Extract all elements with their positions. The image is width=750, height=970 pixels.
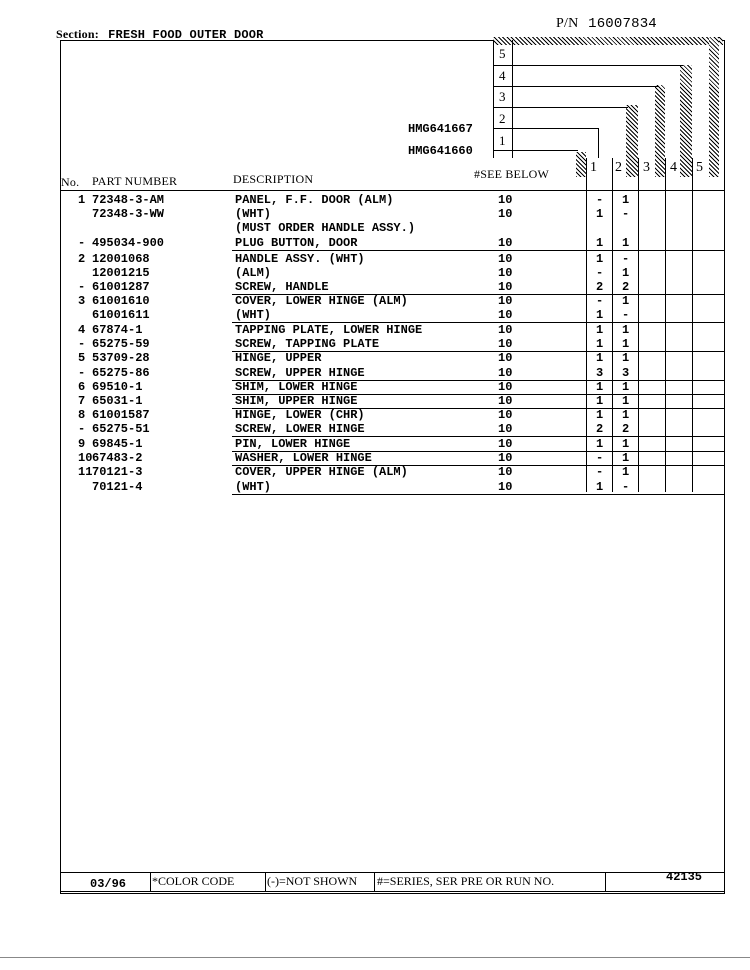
row-qty-col-1: 2 (596, 422, 604, 436)
row-series: 10 (498, 308, 513, 322)
col-3-header: 3 (643, 160, 651, 175)
row-description: PIN, LOWER HINGE (235, 437, 351, 451)
row-description: (WHT) (235, 480, 272, 494)
row-rule (232, 250, 724, 251)
pn-label: P/N (556, 16, 579, 31)
row-qty-col-1: 1 (596, 480, 604, 494)
row-description: (WHT) (235, 207, 272, 221)
row-series: 10 (498, 465, 513, 479)
row-qty-col-1: 3 (596, 366, 604, 380)
row-series: 10 (498, 207, 513, 221)
row-qty-col-1: - (596, 294, 604, 308)
row-qty-col-2: 1 (622, 408, 630, 422)
qty-col-divider-5 (692, 158, 693, 492)
row-item-number: 11 (78, 465, 93, 479)
footer-series-note: #=SERIES, SER PRE OR RUN NO. (377, 874, 555, 888)
row-part-number: 65031-1 (92, 394, 143, 408)
model-number-2: HMG641660 (408, 144, 473, 158)
row-description: TAPPING PLATE, LOWER HINGE (235, 323, 423, 337)
row-series: 10 (498, 266, 513, 280)
row-item-number: 1 (78, 193, 86, 207)
row-part-number: 70121-3 (92, 465, 143, 479)
col-desc-header: DESCRIPTION (233, 172, 314, 186)
row-description: SHIM, LOWER HINGE (235, 380, 358, 394)
row-item-number: - (78, 366, 86, 380)
row-qty-col-2: - (622, 207, 630, 221)
diagram-band-1 (576, 152, 586, 177)
row-qty-col-1: 1 (596, 323, 604, 337)
row-qty-col-2: 1 (622, 351, 630, 365)
row-qty-col-2: 1 (622, 437, 630, 451)
row-item-number: 3 (78, 294, 86, 308)
row-part-number: 65275-51 (92, 422, 150, 436)
step-line-2 (493, 128, 598, 129)
row-qty-col-2: - (622, 480, 630, 494)
row-qty-col-2: 1 (622, 451, 630, 465)
row-series: 10 (498, 380, 513, 394)
row-description: PLUG BUTTON, DOOR (235, 236, 358, 250)
col-part-header: PART NUMBER (92, 174, 178, 188)
footer-not-shown: (-)=NOT SHOWN (267, 874, 358, 888)
row-series: 10 (498, 337, 513, 351)
row-qty-col-1: 1 (596, 437, 604, 451)
model-number-1: HMG641667 (408, 122, 473, 136)
row-item-number: 10 (78, 451, 93, 465)
row-qty-col-2: 2 (622, 280, 630, 294)
row-qty-col-2: - (622, 252, 630, 266)
row-item-number: 2 (78, 252, 86, 266)
footer-color-code: *COLOR CODE (152, 874, 235, 888)
row-item-number: 9 (78, 437, 86, 451)
row-part-number: 72348-3-AM (92, 193, 165, 207)
row-description: SCREW, LOWER HINGE (235, 422, 365, 436)
row-part-number: 65275-59 (92, 337, 150, 351)
step-line-5 (493, 65, 683, 66)
row-series: 10 (498, 351, 513, 365)
row-qty-col-1: - (596, 465, 604, 479)
col-5-header: 5 (696, 160, 704, 175)
row-part-number: 65275-86 (92, 366, 150, 380)
footer-rule-top (60, 872, 724, 873)
footer-date: 03/96 (90, 877, 127, 891)
row-part-number: 61001610 (92, 294, 150, 308)
row-qty-col-2: 1 (622, 236, 630, 250)
row-series: 10 (498, 480, 513, 494)
series-box-3: 3 (499, 89, 506, 104)
row-rule (232, 494, 724, 495)
row-item-number: - (78, 280, 86, 294)
step-line-4 (493, 86, 658, 87)
diagram-connector (598, 128, 599, 158)
row-qty-col-2: 1 (622, 266, 630, 280)
col-4-header: 4 (670, 160, 678, 175)
row-series: 10 (498, 323, 513, 337)
series-box-4: 4 (499, 68, 506, 83)
row-series: 10 (498, 280, 513, 294)
diagram-band-3 (655, 85, 665, 177)
qty-col-divider-2 (612, 158, 613, 492)
step-line-1 (493, 150, 578, 151)
footer-divider-4 (605, 872, 606, 892)
row-part-number: 12001215 (92, 266, 150, 280)
row-item-number: 5 (78, 351, 86, 365)
row-qty-col-1: 1 (596, 351, 604, 365)
qty-col-divider-4 (665, 158, 666, 492)
row-description: SCREW, HANDLE (235, 280, 329, 294)
row-qty-col-1: 1 (596, 207, 604, 221)
section-name: FRESH FOOD OUTER DOOR (108, 28, 264, 42)
row-qty-col-2: - (622, 308, 630, 322)
row-part-number: 53709-28 (92, 351, 150, 365)
qty-col-divider-1 (586, 158, 587, 492)
row-description: HINGE, LOWER (CHR) (235, 408, 365, 422)
row-item-number: - (78, 236, 86, 250)
scan-edge-line (0, 957, 750, 958)
row-series: 10 (498, 236, 513, 250)
row-series: 10 (498, 366, 513, 380)
row-qty-col-2: 1 (622, 337, 630, 351)
footer-page-number: 42135 (666, 870, 703, 884)
row-description: SCREW, UPPER HINGE (235, 366, 365, 380)
row-item-number: 4 (78, 323, 86, 337)
row-qty-col-1: 1 (596, 308, 604, 322)
diagram-band-4 (680, 65, 692, 177)
row-series: 10 (498, 437, 513, 451)
row-description: (ALM) (235, 266, 272, 280)
row-series: 10 (498, 294, 513, 308)
row-part-number: 61001587 (92, 408, 150, 422)
row-description: HINGE, UPPER (235, 351, 322, 365)
row-qty-col-1: - (596, 193, 604, 207)
row-qty-col-2: 1 (622, 465, 630, 479)
row-part-number: 69845-1 (92, 437, 143, 451)
row-part-number: 61001611 (92, 308, 150, 322)
row-part-number: 67874-1 (92, 323, 143, 337)
row-part-number: 12001068 (92, 252, 150, 266)
row-item-number: - (78, 422, 86, 436)
diagram-left-line (493, 40, 494, 158)
step-line-3 (493, 107, 628, 108)
row-part-number: 61001287 (92, 280, 150, 294)
part-number-header (556, 16, 657, 32)
row-qty-col-2: 1 (622, 323, 630, 337)
section-label-text: Section: (56, 27, 99, 41)
row-qty-col-2: 1 (622, 193, 630, 207)
row-item-number: 7 (78, 394, 86, 408)
row-part-number: 69510-1 (92, 380, 143, 394)
row-description: COVER, UPPER HINGE (ALM) (235, 465, 408, 479)
footer-divider-3 (374, 872, 375, 892)
footer-divider-2 (265, 872, 266, 892)
row-item-number: 6 (78, 380, 86, 394)
series-box-1: 1 (499, 133, 506, 148)
diagram-top-band (493, 37, 723, 45)
qty-col-divider-3 (638, 158, 639, 492)
row-item-number: - (78, 337, 86, 351)
row-part-number: 72348-3-WW (92, 207, 165, 221)
footer-divider-1 (150, 872, 151, 892)
diagram-band-2 (626, 105, 638, 177)
row-series: 10 (498, 394, 513, 408)
row-description: PANEL, F.F. DOOR (ALM) (235, 193, 394, 207)
row-qty-col-2: 2 (622, 422, 630, 436)
series-box-2: 2 (499, 111, 506, 126)
row-qty-col-1: 1 (596, 236, 604, 250)
col-no-header: No. (61, 175, 80, 189)
row-qty-col-2: 1 (622, 380, 630, 394)
row-part-number: 67483-2 (92, 451, 143, 465)
row-qty-col-1: - (596, 266, 604, 280)
row-qty-col-1: - (596, 451, 604, 465)
row-description: SCREW, TAPPING PLATE (235, 337, 380, 351)
footer-rule-bottom (60, 891, 724, 892)
row-qty-col-1: 1 (596, 408, 604, 422)
row-qty-col-2: 1 (622, 394, 630, 408)
row-description: SHIM, UPPER HINGE (235, 394, 358, 408)
series-box-5: 5 (499, 46, 506, 61)
pn-value: 16007834 (588, 16, 657, 32)
col-1-header: 1 (590, 160, 598, 175)
diagram-inner-line (512, 40, 513, 158)
header-rule (60, 190, 724, 191)
row-qty-col-1: 1 (596, 337, 604, 351)
row-qty-col-2: 1 (622, 294, 630, 308)
row-series: 10 (498, 408, 513, 422)
row-qty-col-1: 1 (596, 394, 604, 408)
row-series: 10 (498, 252, 513, 266)
row-qty-col-2: 3 (622, 366, 630, 380)
row-part-number: 70121-4 (92, 480, 143, 494)
diagram-band-5 (709, 37, 719, 177)
row-series: 10 (498, 193, 513, 207)
row-description: (MUST ORDER HANDLE ASSY.) (235, 221, 416, 235)
row-qty-col-1: 2 (596, 280, 604, 294)
row-description: (WHT) (235, 308, 272, 322)
row-description: WASHER, LOWER HINGE (235, 451, 372, 465)
row-series: 10 (498, 422, 513, 436)
row-description: HANDLE ASSY. (WHT) (235, 252, 365, 266)
row-qty-col-1: 1 (596, 380, 604, 394)
row-qty-col-1: 1 (596, 252, 604, 266)
row-part-number: 495034-900 (92, 236, 165, 250)
row-series: 10 (498, 451, 513, 465)
row-item-number: 8 (78, 408, 86, 422)
col-series-header: #SEE BELOW (474, 167, 549, 181)
col-2-header: 2 (615, 160, 623, 175)
row-description: COVER, LOWER HINGE (ALM) (235, 294, 408, 308)
